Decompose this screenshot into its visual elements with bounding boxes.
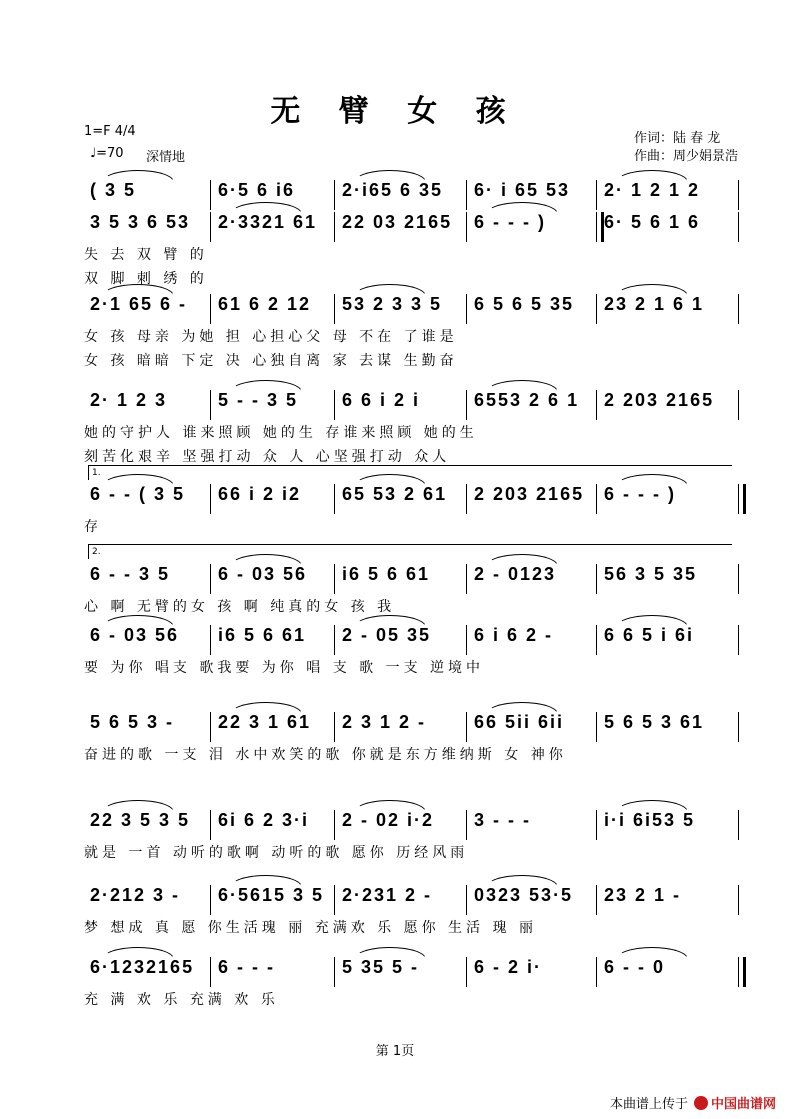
slur [616, 170, 688, 182]
measure: i6 5 6 61 [342, 564, 431, 584]
slur [354, 615, 426, 627]
note-line [84, 810, 740, 840]
barline [210, 484, 211, 514]
barline [334, 712, 335, 742]
barline [210, 564, 211, 594]
expression-mark: 深情地 [146, 150, 186, 165]
logo-text: 中国曲谱网 [710, 1097, 776, 1112]
measure: 0323 53·5 [474, 885, 574, 905]
slur [616, 947, 688, 959]
lyric-line: 奋进的歌 一支 泪 水中欢笑的歌 你就是东方维纳斯 女 神你 [84, 747, 567, 763]
slur [354, 170, 426, 182]
lyric-line: 失 去 双 臂 的 [84, 247, 208, 263]
barline [466, 810, 467, 840]
measure: 61 6 2 12 [218, 294, 312, 314]
lyric-line: 女 孩 母亲 为她 担 心担心父 母 不在 了谁是 [84, 329, 458, 345]
barline [596, 712, 597, 742]
repeat-barline [596, 212, 604, 242]
measure: 66 i 2 i2 [218, 484, 302, 504]
measure: 5 - - 3 5 [218, 390, 299, 410]
barline [334, 957, 335, 987]
measure: 2·212 3 - [90, 885, 181, 905]
barline [466, 180, 467, 210]
measure: 22 3 5 3 5 [90, 810, 191, 830]
measure: 2 203 2165 [474, 484, 585, 504]
slur [230, 875, 302, 887]
composer-credit: 作曲：周少娟景浩 [634, 149, 739, 164]
lyric-line: 心 啊 无臂的女 孩 啊 纯真的女 孩 我 [84, 599, 396, 615]
barline [596, 390, 597, 420]
slur [230, 702, 302, 714]
barline [210, 212, 211, 242]
measure: i·i 6i53 5 [604, 810, 696, 830]
note-line [84, 484, 740, 514]
lyric-line: 存 [84, 519, 102, 535]
barline [334, 212, 335, 242]
measure: 3 - - - [474, 810, 531, 830]
barline [596, 294, 597, 324]
measure: 6 6 5 i 6i [604, 625, 695, 645]
note-line [84, 212, 740, 242]
barline [210, 390, 211, 420]
volta-1: 1. [88, 465, 732, 480]
barline [738, 885, 739, 915]
barline [334, 390, 335, 420]
measure: 65 53 2 61 [342, 484, 448, 504]
barline [466, 390, 467, 420]
measure: 6 - - ( 3 5 [90, 484, 186, 504]
measure: 2·i65 6 35 [342, 180, 444, 200]
barline [466, 294, 467, 324]
slur [616, 800, 688, 812]
barline [334, 294, 335, 324]
slur [354, 947, 426, 959]
barline [596, 564, 597, 594]
note-line [84, 625, 740, 655]
measure: 6 6 i 2 i [342, 390, 421, 410]
measure: 22 3 1 61 [218, 712, 312, 732]
measure: 2 - 02 i·2 [342, 810, 435, 830]
note-line [84, 390, 740, 420]
barline [738, 810, 739, 840]
measure: 2· 1 2 1 2 [604, 180, 701, 200]
note-line [84, 885, 740, 915]
measure: 6· i 65 53 [474, 180, 571, 200]
measure: 6·5 6 i6 [218, 180, 296, 200]
measure: 6· 5 6 1 6 [604, 212, 701, 232]
slur [354, 800, 426, 812]
measure: ( 3 5 [90, 180, 137, 200]
tempo-mark: ♩=70 [90, 146, 124, 161]
repeat-barline [738, 484, 746, 514]
note-line [84, 564, 740, 594]
barline [334, 885, 335, 915]
page-number: 第 1页 [375, 1044, 415, 1059]
measure: 6i 6 2 3·i [218, 810, 310, 830]
barline [210, 885, 211, 915]
slur [486, 875, 558, 887]
measure: 6·5615 3 5 [218, 885, 325, 905]
barline [210, 712, 211, 742]
measure: 5 6 5 3 - [90, 712, 175, 732]
barline [738, 625, 739, 655]
barline [210, 810, 211, 840]
barline [596, 180, 597, 210]
footer-text: 本曲谱上传于 [609, 1097, 688, 1112]
repeat-barline [738, 957, 746, 987]
slur [102, 615, 174, 627]
measure: 6 - - - ) [474, 212, 546, 232]
lyric-line: 梦 想成 真 愿 你生活瑰 丽 充满欢 乐 愿你 生活 瑰 丽 [84, 920, 537, 936]
measure: 2· 1 2 3 [90, 390, 168, 410]
barline [466, 712, 467, 742]
barline [738, 712, 739, 742]
measure: 5 35 5 - [342, 957, 420, 977]
barline [466, 625, 467, 655]
barline [210, 625, 211, 655]
measure: 6 - - - [218, 957, 275, 977]
song-title: 无 臂 女 孩 [270, 94, 520, 129]
lyricist-credit: 作词：陆 春 龙 [634, 131, 721, 146]
lyric-line: 刻苦化艰辛 坚强打动 众 人 心坚强打动 众人 [84, 449, 451, 465]
lyric-line: 女 孩 暗暗 下定 决 心独自离 家 去谋 生勤奋 [84, 353, 458, 369]
measure: 6 - - - ) [604, 484, 676, 504]
barline [596, 625, 597, 655]
barline [334, 180, 335, 210]
slur [486, 702, 558, 714]
barline [738, 212, 739, 242]
measure: 56 3 5 35 [604, 564, 698, 584]
measure: 6 i 6 2 - [474, 625, 554, 645]
measure: 23 2 1 6 1 [604, 294, 705, 314]
barline [334, 810, 335, 840]
barline [596, 810, 597, 840]
slur [102, 800, 174, 812]
volta-2: 2. [88, 544, 732, 559]
lyric-line: 要 为你 唱支 歌我要 为你 唱 支 歌 一支 逆境中 [84, 660, 485, 676]
measure: 6553 2 6 1 [474, 390, 580, 410]
measure: 66 5ii 6ii [474, 712, 565, 732]
lyric-line: 她的守护人 谁来照顾 她的生 存谁来照顾 她的生 [84, 425, 478, 441]
logo-icon [694, 1096, 708, 1110]
barline [738, 294, 739, 324]
lyric-line: 充 满 欢 乐 充满 欢 乐 [84, 992, 279, 1008]
measure: 6 - 03 56 [90, 625, 180, 645]
barline [334, 625, 335, 655]
measure: 53 2 3 3 5 [342, 294, 443, 314]
measure: 6·1232165 [90, 957, 195, 977]
measure: 2 203 2165 [604, 390, 715, 410]
key-time-signature: 1=F 4/4 [84, 124, 136, 139]
slur [486, 380, 558, 392]
site-logo[interactable] [694, 1093, 776, 1112]
lyric-line: 双 脚 刺 绣 的 [84, 271, 208, 287]
barline [466, 564, 467, 594]
barline [210, 294, 211, 324]
measure: 5 6 5 3 61 [604, 712, 705, 732]
barline [334, 564, 335, 594]
measure: 22 03 2165 [342, 212, 453, 232]
measure: 2 3 1 2 - [342, 712, 427, 732]
barline [466, 484, 467, 514]
barline [596, 484, 597, 514]
note-line [84, 294, 740, 324]
measure: i6 5 6 61 [218, 625, 307, 645]
measure: 2·3321 61 [218, 212, 318, 232]
barline [738, 564, 739, 594]
lyric-line: 就是 一首 动听的歌啊 动听的歌 愿你 历经风雨 [84, 845, 469, 861]
barline [738, 390, 739, 420]
slur [616, 615, 688, 627]
measure: 6 - 2 i· [474, 957, 543, 977]
slur [102, 170, 174, 182]
slur [102, 947, 174, 959]
barline [466, 212, 467, 242]
measure: 2·231 2 - [342, 885, 433, 905]
footer [610, 1093, 776, 1112]
measure: 2 - 0123 [474, 564, 557, 584]
note-line [84, 957, 740, 987]
note-line [84, 180, 740, 210]
barline [596, 885, 597, 915]
measure: 23 2 1 - [604, 885, 682, 905]
measure: 3 5 3 6 53 [90, 212, 191, 232]
measure: 6 - - 0 [604, 957, 666, 977]
barline [466, 885, 467, 915]
barline [210, 180, 211, 210]
barline [738, 180, 739, 210]
measure: 2 - 05 35 [342, 625, 432, 645]
barline [596, 957, 597, 987]
barline [466, 957, 467, 987]
note-line [84, 712, 740, 742]
measure: 2·1 65 6 - [90, 294, 188, 314]
slur [230, 380, 302, 392]
barline [210, 957, 211, 987]
measure: 6 - 03 56 [218, 564, 308, 584]
barline [334, 484, 335, 514]
measure: 6 - - 3 5 [90, 564, 171, 584]
measure: 6 5 6 5 35 [474, 294, 575, 314]
